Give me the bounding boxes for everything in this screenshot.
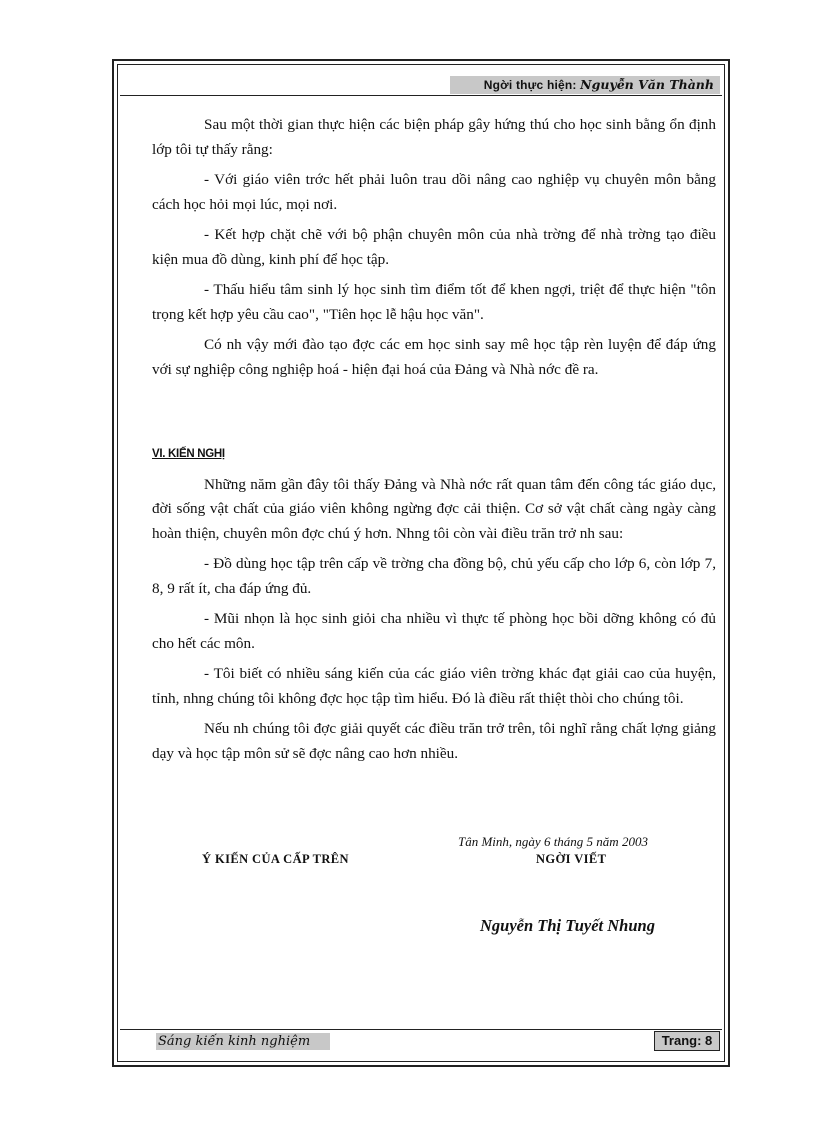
- paragraph: - Đồ dùng học tập trên cấp về trờng cha đồng bộ, chủ yếu cấp cho lớp 6, còn lớp 7, 8, 9 rất ít, cha đáp ứng đủ.: [152, 555, 716, 597]
- paragraph: - Mũi nhọn là học sinh giỏi cha nhiều vì thực tế phòng học bồi dỡng không có đủ cho hết các môn.: [152, 610, 716, 652]
- paragraph: Có nh vậy mới đào tạo đợc các em học sinh say mê học tập rèn luyện để đáp ứng với sự nghiệp công nghiệp hoá - hiện đại hoá của Đảng và Nhà nớc đề ra.: [152, 336, 716, 378]
- page-header: [450, 76, 720, 94]
- footer-title: Sáng kiến kinh nghiệm: [156, 1033, 330, 1050]
- paragraph: Những năm gần đây tôi thấy Đảng và Nhà nớc rất quan tâm đến công tác giáo dục, đời sống vật chất của giáo viên không ngừng đợc cải thiện. Cơ sở vật chất càng ngày càng hoàn thiện, chuyên môn đợc chú ý hơn. Nhng tôi còn vài điều trăn trở nh sau:: [152, 475, 716, 542]
- document-body: [152, 113, 716, 772]
- paragraph: - Kết hợp chặt chẽ với bộ phận chuyên môn của nhà trờng để nhà trờng tạo điều kiện mua đồ dùng, kinh phí để học tập.: [152, 226, 716, 268]
- writer-name: Nguyễn Thị Tuyết Nhung: [480, 916, 655, 935]
- signature-block: [152, 832, 716, 952]
- paragraph: - Với giáo viên trớc hết phải luôn trau dồi nâng cao nghiệp vụ chuyên môn bằng cách học hỏi mọi lúc, mọi nơi.: [152, 171, 716, 213]
- header-label: Ngời thực hiện:: [483, 78, 581, 92]
- signature-date: Tân Minh, ngày 6 tháng 5 năm 2003: [458, 834, 648, 849]
- header-divider: [120, 95, 722, 96]
- paragraph: Sau một thời gian thực hiện các biện pháp gây hứng thú cho học sinh bằng ổn định lớp tôi tự thấy rằng:: [152, 116, 716, 158]
- section-heading: VI. KIẾN NGHỊ: [152, 448, 225, 460]
- paragraph: - Tôi biết có nhiều sáng kiến của các giáo viên trờng khác đạt giải cao của huyện, tỉnh, nhng chúng tôi không đợc học tập tìm hiểu. Đó là điều rất thiệt thòi cho chúng tôi.: [152, 665, 716, 707]
- paragraph: Nếu nh chúng tôi đợc giải quyết các điều trăn trở trên, tôi nghĩ rằng chất lợng giảng dạy và học tập môn sử sẽ đợc nâng cao hơn nhiều.: [152, 720, 716, 762]
- paragraph: - Thấu hiểu tâm sinh lý học sinh tìm điểm tốt để khen ngợi, triệt để thực hiện "tôn trọng kết hợp yêu cầu cao", "Tiên học lễ hậu học văn".: [152, 281, 716, 323]
- supervisor-opinion-label: Ý KIẾN CỦA CẤP TRÊN: [202, 852, 349, 866]
- footer-divider: [120, 1029, 722, 1030]
- page-number: Trang: 8: [654, 1031, 720, 1051]
- header-author: Nguyễn Văn Thành: [580, 77, 714, 92]
- writer-label: NGỜI VIẾT: [536, 852, 607, 866]
- section-spacer: [152, 388, 716, 442]
